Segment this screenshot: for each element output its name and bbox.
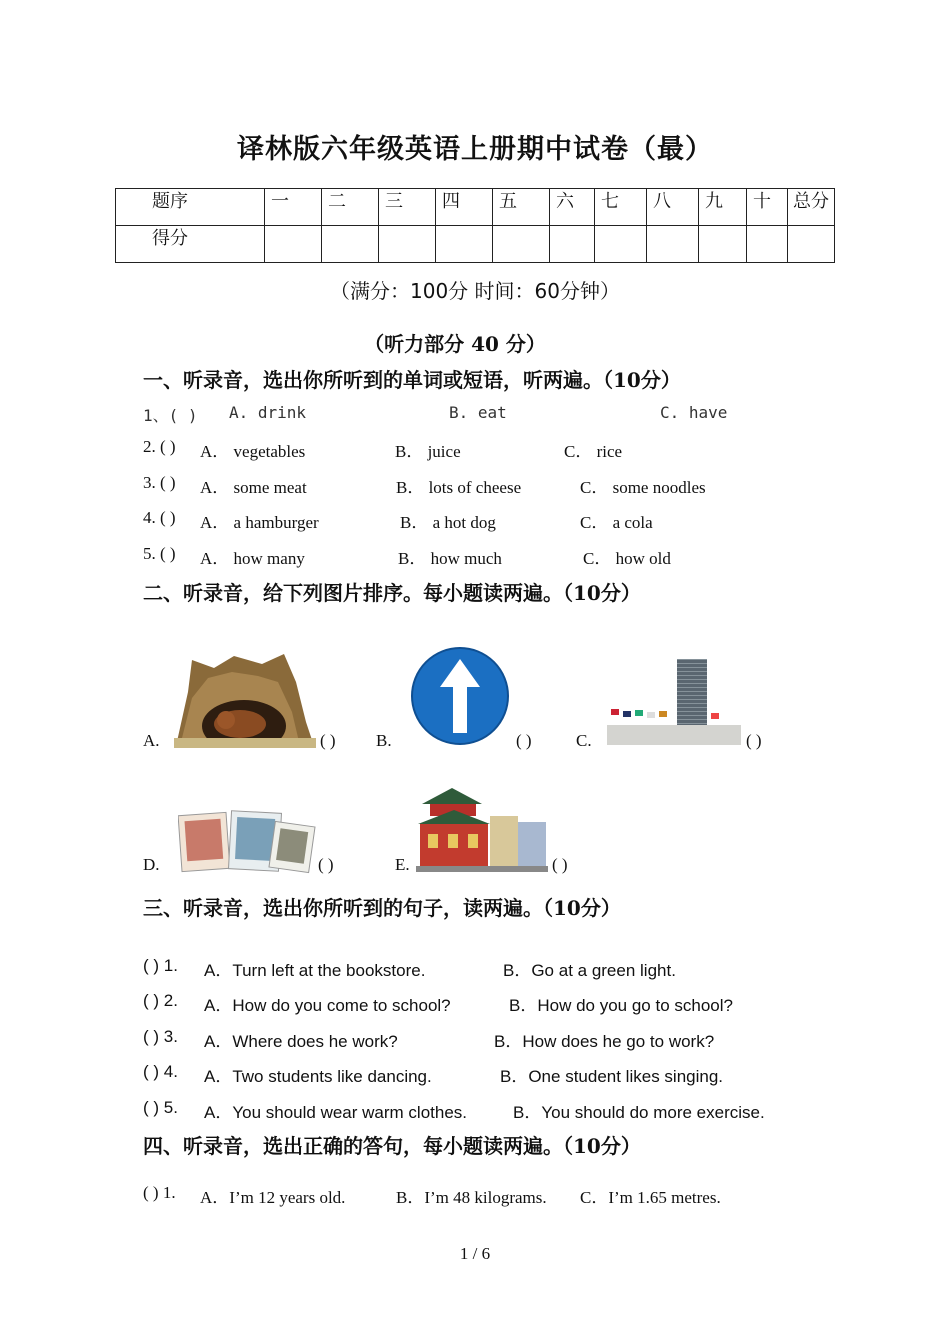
stamps-picture: [178, 810, 316, 874]
q2-option-a[interactable]: A． vegetables: [200, 442, 306, 461]
s3-q4-number: ( ) 4.: [143, 1062, 178, 1081]
section-1-heading: 一、听录音，选出你所听到的单词或短语，听两遍。（10分）: [143, 368, 681, 392]
s4-q1-option-a[interactable]: A．I’m 12 years old.: [200, 1188, 346, 1207]
score-input-cell[interactable]: [788, 226, 835, 263]
score-input-cell[interactable]: [550, 226, 595, 263]
q4-option-c[interactable]: C． a cola: [580, 513, 653, 532]
un-building-picture: [607, 655, 741, 748]
score-cell: 十: [747, 189, 788, 226]
score-cell: 六: [550, 189, 595, 226]
score-input-cell[interactable]: [699, 226, 747, 263]
score-input-cell[interactable]: [322, 226, 379, 263]
s3-q1-number: ( ) 1.: [143, 956, 178, 975]
s3-q5-option-b[interactable]: B．You should do more exercise.: [513, 1103, 765, 1122]
score-table: [115, 188, 835, 263]
section-4-heading: 四、听录音，选出正确的答句，每小题读两遍。（10分）: [143, 1134, 641, 1158]
q3-option-b[interactable]: B． lots of cheese: [396, 478, 522, 497]
score-cell: 三: [379, 189, 436, 226]
q4-option-a[interactable]: A． a hamburger: [200, 513, 319, 532]
q3-number: 3. ( ): [143, 473, 176, 492]
score-cell: 得分: [116, 226, 265, 263]
score-table-score-row: [116, 226, 835, 263]
q1-option-c[interactable]: C. have: [660, 403, 728, 422]
pic-e-label: E.: [395, 855, 410, 874]
q2-option-b[interactable]: B． juice: [395, 442, 461, 461]
q5-option-b[interactable]: B． how much: [398, 549, 502, 568]
score-cell: 四: [436, 189, 493, 226]
score-input-cell[interactable]: [595, 226, 647, 263]
s3-q5-number: ( ) 5.: [143, 1098, 178, 1117]
q5-number: 5. ( ): [143, 544, 176, 563]
score-cell: 题序: [116, 189, 265, 226]
pic-b-blank[interactable]: ( ): [516, 731, 532, 750]
pic-e-blank[interactable]: ( ): [552, 855, 568, 874]
score-cell: 总分: [788, 189, 835, 226]
s3-q3-number: ( ) 3.: [143, 1027, 178, 1046]
ahead-only-sign-picture: [410, 647, 510, 745]
pic-d-label: D.: [143, 855, 160, 874]
s3-q5-option-a[interactable]: A．You should wear warm clothes.: [204, 1103, 468, 1122]
score-input-cell[interactable]: [647, 226, 699, 263]
score-input-cell[interactable]: [379, 226, 436, 263]
score-cell: 九: [699, 189, 747, 226]
page-number: 1 / 6: [459, 1244, 491, 1263]
pic-d-blank[interactable]: ( ): [318, 855, 334, 874]
page-title: 译林版六年级英语上册期中试卷（最）: [237, 134, 713, 165]
q1-number: 1、( ): [143, 406, 198, 425]
q5-option-c[interactable]: C． how old: [583, 549, 671, 568]
score-input-cell[interactable]: [493, 226, 550, 263]
pic-c-blank[interactable]: ( ): [746, 731, 762, 750]
pic-c-label: C.: [576, 731, 592, 750]
q3-option-c[interactable]: C． some noodles: [580, 478, 706, 497]
s3-q4-option-b[interactable]: B．One student likes singing.: [500, 1067, 724, 1086]
pic-a-blank[interactable]: ( ): [320, 731, 336, 750]
q1-option-a[interactable]: A. drink: [229, 403, 307, 422]
s3-q2-number: ( ) 2.: [143, 991, 178, 1010]
bear-cave-picture: [174, 652, 316, 748]
score-input-cell[interactable]: [436, 226, 493, 263]
score-cell: 七: [595, 189, 647, 226]
pic-a-label: A.: [143, 731, 160, 750]
q1-option-b[interactable]: B. eat: [449, 403, 507, 422]
s3-q1-option-b[interactable]: B．Go at a green light.: [503, 961, 676, 980]
q4-option-b[interactable]: B． a hot dog: [400, 513, 496, 532]
score-cell: 五: [493, 189, 550, 226]
listening-header: （听力部分 40 分）: [364, 332, 546, 356]
s3-q1-option-a[interactable]: A．Turn left at the bookstore.: [204, 961, 426, 980]
s3-q4-option-a[interactable]: A．Two students like dancing.: [204, 1067, 432, 1086]
s3-q3-option-b[interactable]: B．How does he go to work?: [494, 1032, 715, 1051]
exam-info: （满分：100分 时间：60分钟）: [330, 279, 620, 303]
q2-number: 2. ( ): [143, 437, 176, 456]
s3-q2-option-b[interactable]: B．How do you go to school?: [509, 996, 733, 1015]
score-table-header-row: [116, 189, 835, 226]
score-input-cell[interactable]: [265, 226, 322, 263]
section-3-heading: 三、听录音，选出你所听到的句子，读两遍。（10分）: [143, 896, 621, 920]
chinese-buildings-picture: [416, 782, 548, 872]
s3-q2-option-a[interactable]: A．How do you come to school?: [204, 996, 451, 1015]
s4-q1-number: ( ) 1.: [143, 1183, 176, 1202]
section-2-heading: 二、听录音，给下列图片排序。每小题读两遍。（10分）: [143, 581, 641, 605]
score-cell: 二: [322, 189, 379, 226]
score-input-cell[interactable]: [747, 226, 788, 263]
s4-q1-option-b[interactable]: B．I’m 48 kilograms.: [396, 1188, 547, 1207]
q4-number: 4. ( ): [143, 508, 176, 527]
pic-b-label: B.: [376, 731, 392, 750]
score-cell: 八: [647, 189, 699, 226]
score-cell: 一: [265, 189, 322, 226]
s3-q3-option-a[interactable]: A．Where does he work?: [204, 1032, 398, 1051]
q3-option-a[interactable]: A． some meat: [200, 478, 307, 497]
q5-option-a[interactable]: A． how many: [200, 549, 305, 568]
s4-q1-option-c[interactable]: C．I’m 1.65 metres.: [580, 1188, 721, 1207]
q2-option-c[interactable]: C． rice: [564, 442, 623, 461]
